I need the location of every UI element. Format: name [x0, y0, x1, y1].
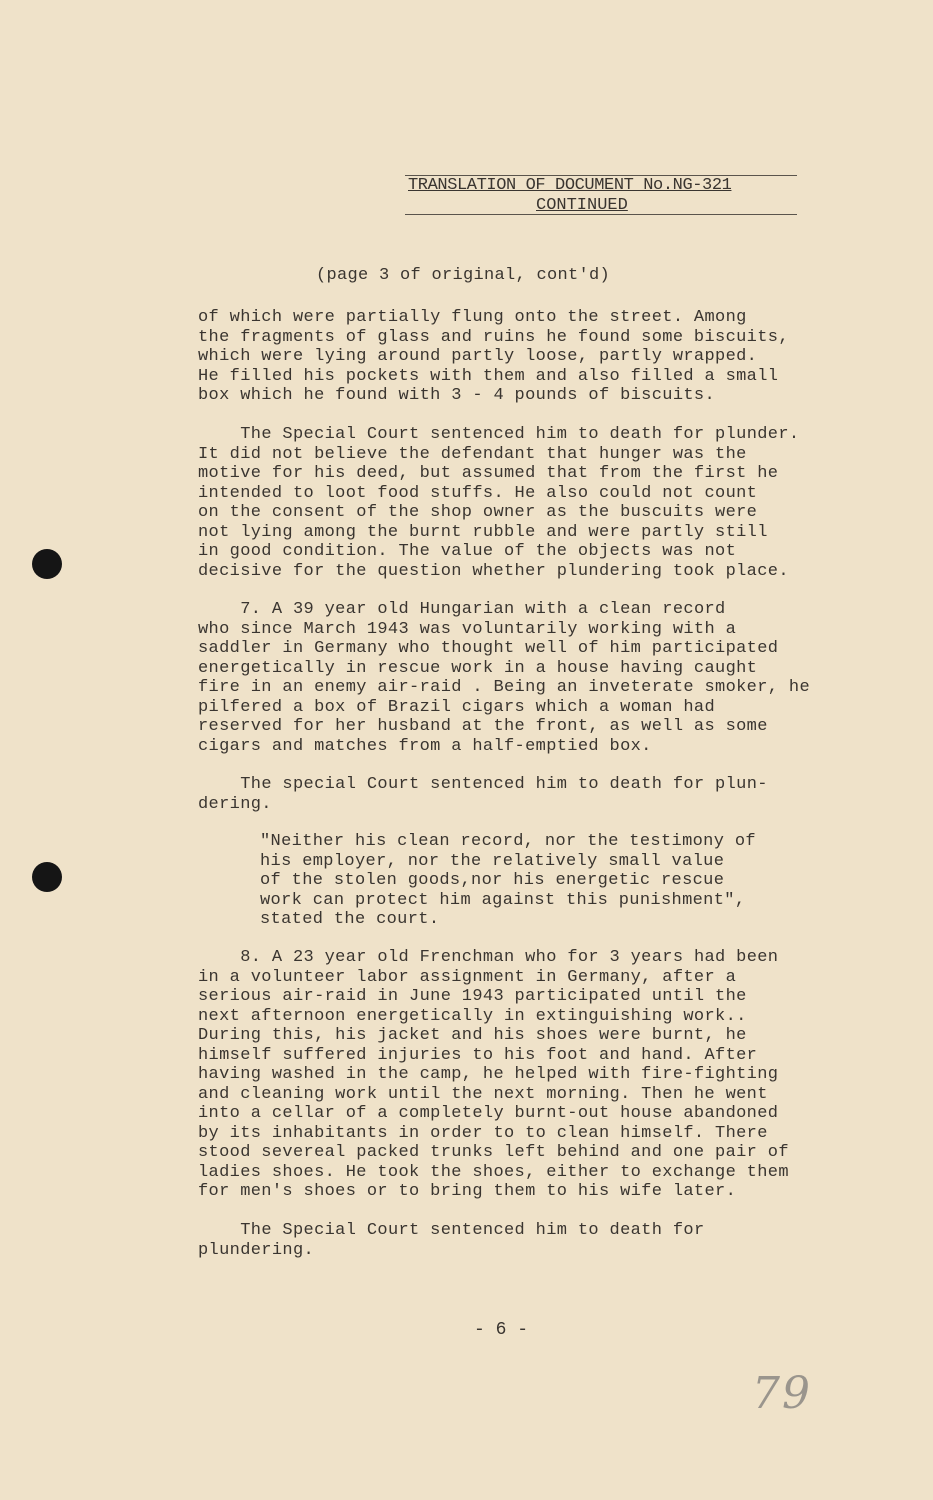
punch-hole-icon	[32, 549, 62, 579]
header-bottom-rule	[405, 214, 797, 215]
paragraph-case-7: 7. A 39 year old Hungarian with a clean record who since March 1943 was voluntarily working with a saddler in Germany who thought well of him participated energetically in rescue work in a house having caught fire in an enemy air-raid . Being an inveterate smoker, he pilfered a box of Brazil cigars which a woman had reserved for her husband at the front, as well as some cigars and matches from a half-emptied box.	[198, 600, 810, 756]
header-title: TRANSLATION OF DOCUMENT No.NG-321	[408, 176, 732, 195]
header-subtitle: CONTINUED	[536, 196, 628, 215]
page-note: (page 3 of original, cont'd)	[316, 266, 611, 285]
document-header	[408, 176, 798, 216]
paragraph-special-court-2: The special Court sentenced him to death for plun- dering.	[198, 775, 768, 814]
handwritten-page-number: 79	[752, 1368, 812, 1419]
paragraph-special-court-1: The Special Court sentenced him to death for plunder. It did not believe the defendant that hunger was the motive for his deed, but assumed that from the first he intended to loot food stuffs. He also could not count on the consent of the shop owner as the buscuits were not lying among the burnt rubble and were partly still in good condition. The value of the objects was not decisive for the question whether plundering took place.	[198, 425, 800, 581]
punch-hole-icon	[32, 862, 62, 892]
paragraph-special-court-3: The Special Court sentenced him to death for plundering.	[198, 1221, 705, 1260]
court-quote: "Neither his clean record, nor the testimony of his employer, nor the relatively small value of the stolen goods,nor his energetic rescue work can protect him against this punishment", stated the court.	[260, 832, 756, 929]
page-number: - 6 -	[474, 1320, 529, 1340]
paragraph-case-8: 8. A 23 year old Frenchman who for 3 years had been in a volunteer labor assignment in Germany, after a serious air-raid in June 1943 participated until the next afternoon energetically in extinguishing work.. During this, his jacket and his shoes were burnt, he himself suffered injuries to his foot and hand. After having washed in the camp, he helped with fire-fighting and cleaning work until the next morning. Then he went into a cellar of a completely burnt-out house abandoned by its inhabitants in order to to clean himself. There stood severeal packed trunks left behind and one pair of ladies shoes. He took the shoes, either to exchange them for men's shoes or to bring them to his wife later.	[198, 948, 789, 1201]
paragraph-continuation: of which were partially flung onto the street. Among the fragments of glass and ruins he found some biscuits, which were lying around partly loose, partly wrapped. He filled his pockets with them and also filled a small box which he found with 3 - 4 pounds of biscuits.	[198, 308, 789, 405]
